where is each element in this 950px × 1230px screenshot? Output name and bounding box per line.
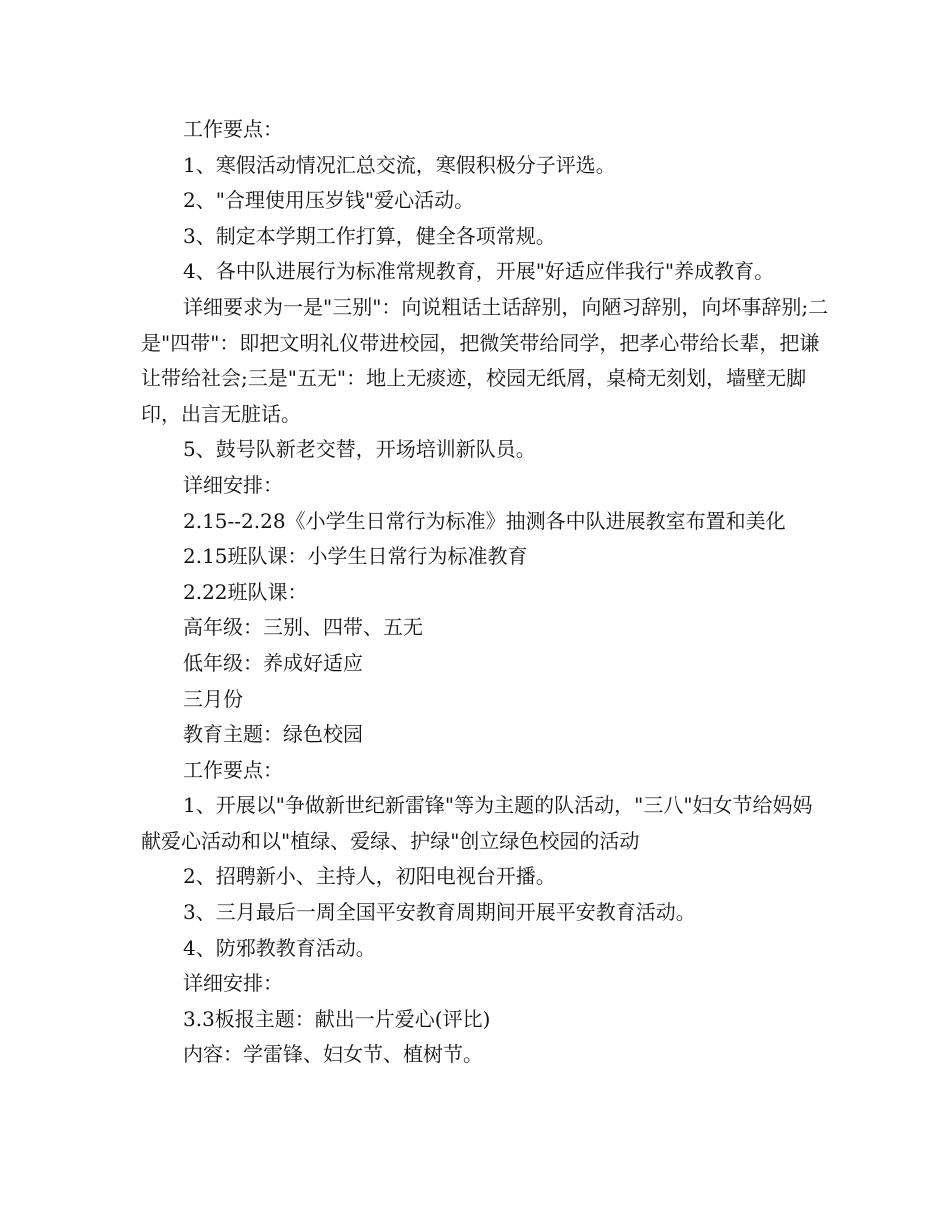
paragraph-schedule-item: 低年级：养成好适应	[183, 650, 363, 675]
paragraph-item-1: 1、开展以"争做新世纪新雷锋"等为主题的队活动，"三八"妇女节给妈妈献爱心活动和以"植绿、爱绿、护绿"创立绿色校园的活动	[141, 793, 813, 853]
paragraph-item-2: 2、招聘新小、主持人，初阳电视台开播。	[183, 864, 556, 889]
paragraph-schedule-item: 3.3板报主题：献出一片爱心(评比)	[183, 1006, 491, 1031]
paragraph-schedule-heading: 详细安排：	[183, 472, 283, 497]
paragraph-detailed-requirements: 详细要求为一是"三别"：向说粗话土话辞别，向陋习辞别，向坏事辞别;二是"四带"：即把文明礼仪带进校园，把微笑带给同学，把孝心带给长辈，把谦让带给社会;三是"五无"：地上无痰迹，校园无纸屑，桌椅无刻划，墙壁无脚印，出言无脏话。	[141, 294, 829, 426]
paragraph-item-1: 1、寒假活动情况汇总交流，寒假积极分子评选。	[183, 152, 616, 177]
paragraph-work-points-heading: 工作要点：	[183, 117, 283, 141]
paragraph-item-5: 5、鼓号队新老交替，开场培训新队员。	[183, 437, 536, 462]
paragraph-work-points-heading: 工作要点：	[183, 757, 283, 782]
paragraph-schedule-item: 2.15--2.28《小学生日常行为标准》抽测各中队进展教室布置和美化	[183, 508, 786, 533]
paragraph-schedule-item: 2.22班队课：	[183, 579, 308, 604]
document-body	[141, 112, 831, 1073]
paragraph-schedule-item: 内容：学雷锋、妇女节、植树节。	[183, 1042, 483, 1067]
paragraph-schedule-item: 2.15班队课：小学生日常行为标准教育	[183, 544, 528, 569]
paragraph-month-heading: 三月份	[183, 686, 243, 711]
paragraph-item-3: 3、三月最后一周全国平安教育周期间开展平安教育活动。	[183, 900, 696, 925]
paragraph-item-4: 4、各中队进展行为标准常规教育，开展"好适应伴我行"养成教育。	[183, 259, 775, 284]
paragraph-item-2: 2、"合理使用压岁钱"爱心活动。	[183, 188, 475, 213]
paragraph-schedule-item: 高年级：三别、四带、五无	[183, 615, 423, 640]
paragraph-education-theme: 教育主题：绿色校园	[183, 722, 363, 747]
paragraph-item-4: 4、防邪教教育活动。	[183, 935, 376, 960]
paragraph-item-3: 3、制定本学期工作打算，健全各项常规。	[183, 223, 556, 248]
paragraph-schedule-heading: 详细安排：	[183, 971, 283, 996]
